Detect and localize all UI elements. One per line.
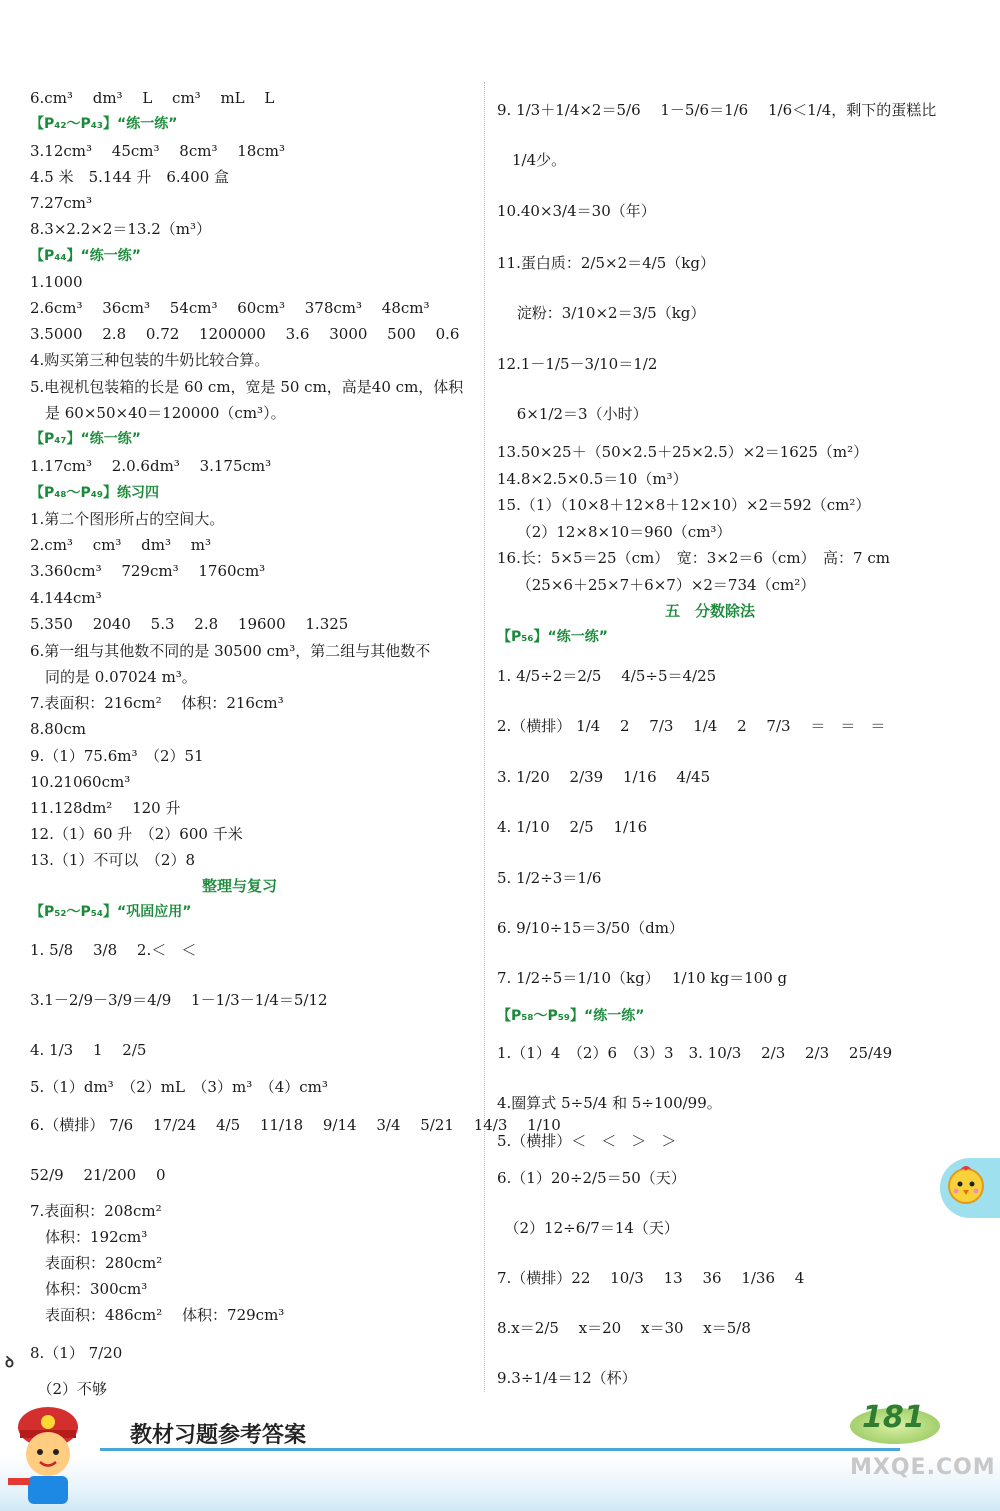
section-header: 【P₄₈～P₄₉】练习四 (30, 485, 160, 501)
answer-line: 16.长：5×5＝25（cm） 宽：3×2＝6（cm） 高：7 cm (497, 549, 890, 567)
answer-line: 3. 1/20 2/39 1/16 4/45 (497, 768, 711, 786)
firefighter-mascot-icon (0, 1392, 95, 1507)
answer-line: 1. 4/5÷2＝2/5 4/5÷5＝4/25 (497, 667, 717, 685)
answer-line: 8.x＝2/5 x＝20 x＝30 x＝5/8 (497, 1319, 751, 1337)
answer-line: （2）不够 (30, 1380, 108, 1398)
answer-line: 6.（横排） 7/6 17/24 4/5 11/18 9/14 3/4 5/21 14/3 1/10 (30, 1116, 561, 1134)
answer-line: 6×1/2＝3（小时） (497, 405, 648, 423)
answer-line: 13.（1）不可以 （2）8 (30, 851, 195, 869)
answer-line: 12.（1）60 升 （2）600 千米 (30, 825, 243, 843)
answer-line: 2.6cm³ 36cm³ 54cm³ 60cm³ 378cm³ 48cm³ (30, 299, 430, 317)
section-header: 【P₅₂～P₅₄】“巩固应用” (30, 904, 192, 920)
answer-line: 3.5000 2.8 0.72 1200000 3.6 3000 500 0.6 (30, 325, 460, 343)
answer-line: 13.50×25＋（50×2.5＋25×2.5）×2＝1625（m²） (497, 443, 869, 461)
answer-line: 1.17cm³ 2.0.6dm³ 3.175cm³ (30, 457, 272, 475)
column-divider (484, 82, 485, 1392)
answer-line: 6.第一组与其他数不同的是 30500 cm³，第二组与其他数不 (30, 642, 431, 660)
answer-line: 8.80cm (30, 720, 87, 738)
answer-line: 3.12cm³ 45cm³ 8cm³ 18cm³ (30, 142, 285, 160)
answer-line: （2）12×8×10＝960（cm³） (497, 523, 732, 541)
answer-line: 8.3×2.2×2＝13.2（m³） (30, 220, 212, 238)
answer-line: 7.27cm³ (30, 194, 93, 212)
answer-line: 9.3÷1/4＝12（杯） (497, 1369, 637, 1387)
answer-line: 5.电视机包装箱的长是 60 cm，宽是 50 cm，高是40 cm，体积 (30, 378, 464, 396)
chapter-title: 整理与复习 (202, 877, 278, 895)
section-header: 【P₄₂～P₄₃】“练一练” (30, 116, 178, 132)
footer-title: 教材习题参考答案 (130, 1423, 307, 1448)
section-header: 【P₅₈～P₅₉】“练一练” (497, 1008, 645, 1024)
answer-line: 体积：300cm³ (30, 1280, 148, 1298)
answer-line: 14.8×2.5×0.5＝10（m³） (497, 470, 688, 488)
answer-line: 1. 5/8 3/8 2.＜ ＜ (30, 941, 197, 959)
answer-line: 6. 9/10÷15＝3/50（dm） (497, 919, 684, 937)
section-header: 【P₄₄】“练一练” (30, 248, 141, 264)
section-header: 【P₄₇】“练一练” (30, 431, 141, 447)
answer-line: 4.购买第三种包装的牛奶比较合算。 (30, 351, 270, 369)
answer-line: 7.表面积：216cm² 体积：216cm³ (30, 694, 284, 712)
chapter-title: 五 分数除法 (665, 602, 756, 620)
answer-line: （25×6＋25×7＋6×7）×2＝734（cm²） (497, 576, 816, 594)
answer-line: 7.表面积：208cm² (30, 1202, 162, 1220)
answer-line: 5.350 2040 5.3 2.8 19600 1.325 (30, 615, 349, 633)
section-header: 【P₅₆】“练一练” (497, 629, 608, 645)
answer-line: 10.21060cm³ (30, 773, 131, 791)
answer-line: 2.cm³ cm³ dm³ m³ (30, 536, 211, 554)
answer-line: 2.（横排） 1/4 2 7/3 1/4 2 7/3 ＝ ＝ ＝ (497, 717, 886, 735)
answer-line: 52/9 21/200 0 (30, 1166, 166, 1184)
edge-mark: ꝺ (5, 1353, 14, 1371)
answer-line: 1/4少。 (497, 151, 567, 169)
answer-line: 9. 1/3＋1/4×2＝5/6 1－5/6＝1/6 1/6＜1/4，剩下的蛋糕比 (497, 101, 937, 119)
answer-line: 6.（1）20÷2/5＝50（天） (497, 1169, 686, 1187)
chick-mascot-icon (944, 1162, 988, 1206)
answer-line: 7. 1/2÷5＝1/10（kg） 1/10 kg＝100 g (497, 969, 788, 987)
answer-line: 1.1000 (30, 273, 83, 291)
answer-line: 4. 1/3 1 2/5 (30, 1041, 147, 1059)
answer-line: 4.5 米 5.144 升 6.400 盒 (30, 168, 230, 186)
answer-line: 5. 1/2÷3＝1/6 (497, 869, 602, 887)
answer-line: 表面积：280cm² (30, 1254, 163, 1272)
answer-line: 6.cm³ dm³ L cm³ mL L (30, 89, 275, 107)
answer-line: 4. 1/10 2/5 1/16 (497, 818, 648, 836)
answer-line: 5.（横排）＜ ＜ ＞ ＞ (497, 1132, 677, 1150)
answer-line: 5.（1）dm³ （2）mL （3）m³ （4）cm³ (30, 1078, 328, 1096)
answer-line: 表面积：486cm² 体积：729cm³ (30, 1306, 285, 1324)
answer-line: 体积：192cm³ (30, 1228, 148, 1246)
answer-line: 是 60×50×40＝120000（cm³）。 (30, 404, 286, 422)
answer-line: 1.（1）4 （2）6 （3）3 3. 10/3 2/3 2/3 25/49 (497, 1044, 893, 1062)
answer-line: 3.360cm³ 729cm³ 1760cm³ (30, 562, 266, 580)
page-number: 181 (862, 1400, 925, 1435)
answer-line: 7.（横排）22 10/3 13 36 1/36 4 (497, 1269, 805, 1287)
answer-line: 9.（1）75.6m³ （2）51 (30, 747, 204, 765)
answer-line: 15.（1）（10×8＋12×8＋12×10）×2＝592（cm²） (497, 496, 871, 514)
answer-line: 淀粉：3/10×2＝3/5（kg） (497, 304, 706, 322)
answer-line: 1.第二个图形所占的空间大。 (30, 510, 225, 528)
answer-line: （2）12÷6/7＝14（天） (497, 1219, 679, 1237)
answer-line: 10.40×3/4＝30（年） (497, 202, 656, 220)
answer-line: 11.128dm² 120 升 (30, 799, 181, 817)
answer-line: 8.（1） 7/20 (30, 1344, 123, 1362)
answer-line: 11.蛋白质：2/5×2＝4/5（kg） (497, 254, 715, 272)
watermark: MXQE.COM (850, 1455, 996, 1480)
answer-line: 同的是 0.07024 m³。 (30, 668, 197, 686)
answer-line: 4.144cm³ (30, 589, 102, 607)
answer-line: 3.1－2/9－3/9＝4/9 1－1/3－1/4＝5/12 (30, 991, 328, 1009)
answer-line: 12.1－1/5－3/10＝1/2 (497, 355, 658, 373)
answer-line: 4.圈算式 5÷5/4 和 5÷100/99。 (497, 1094, 722, 1112)
